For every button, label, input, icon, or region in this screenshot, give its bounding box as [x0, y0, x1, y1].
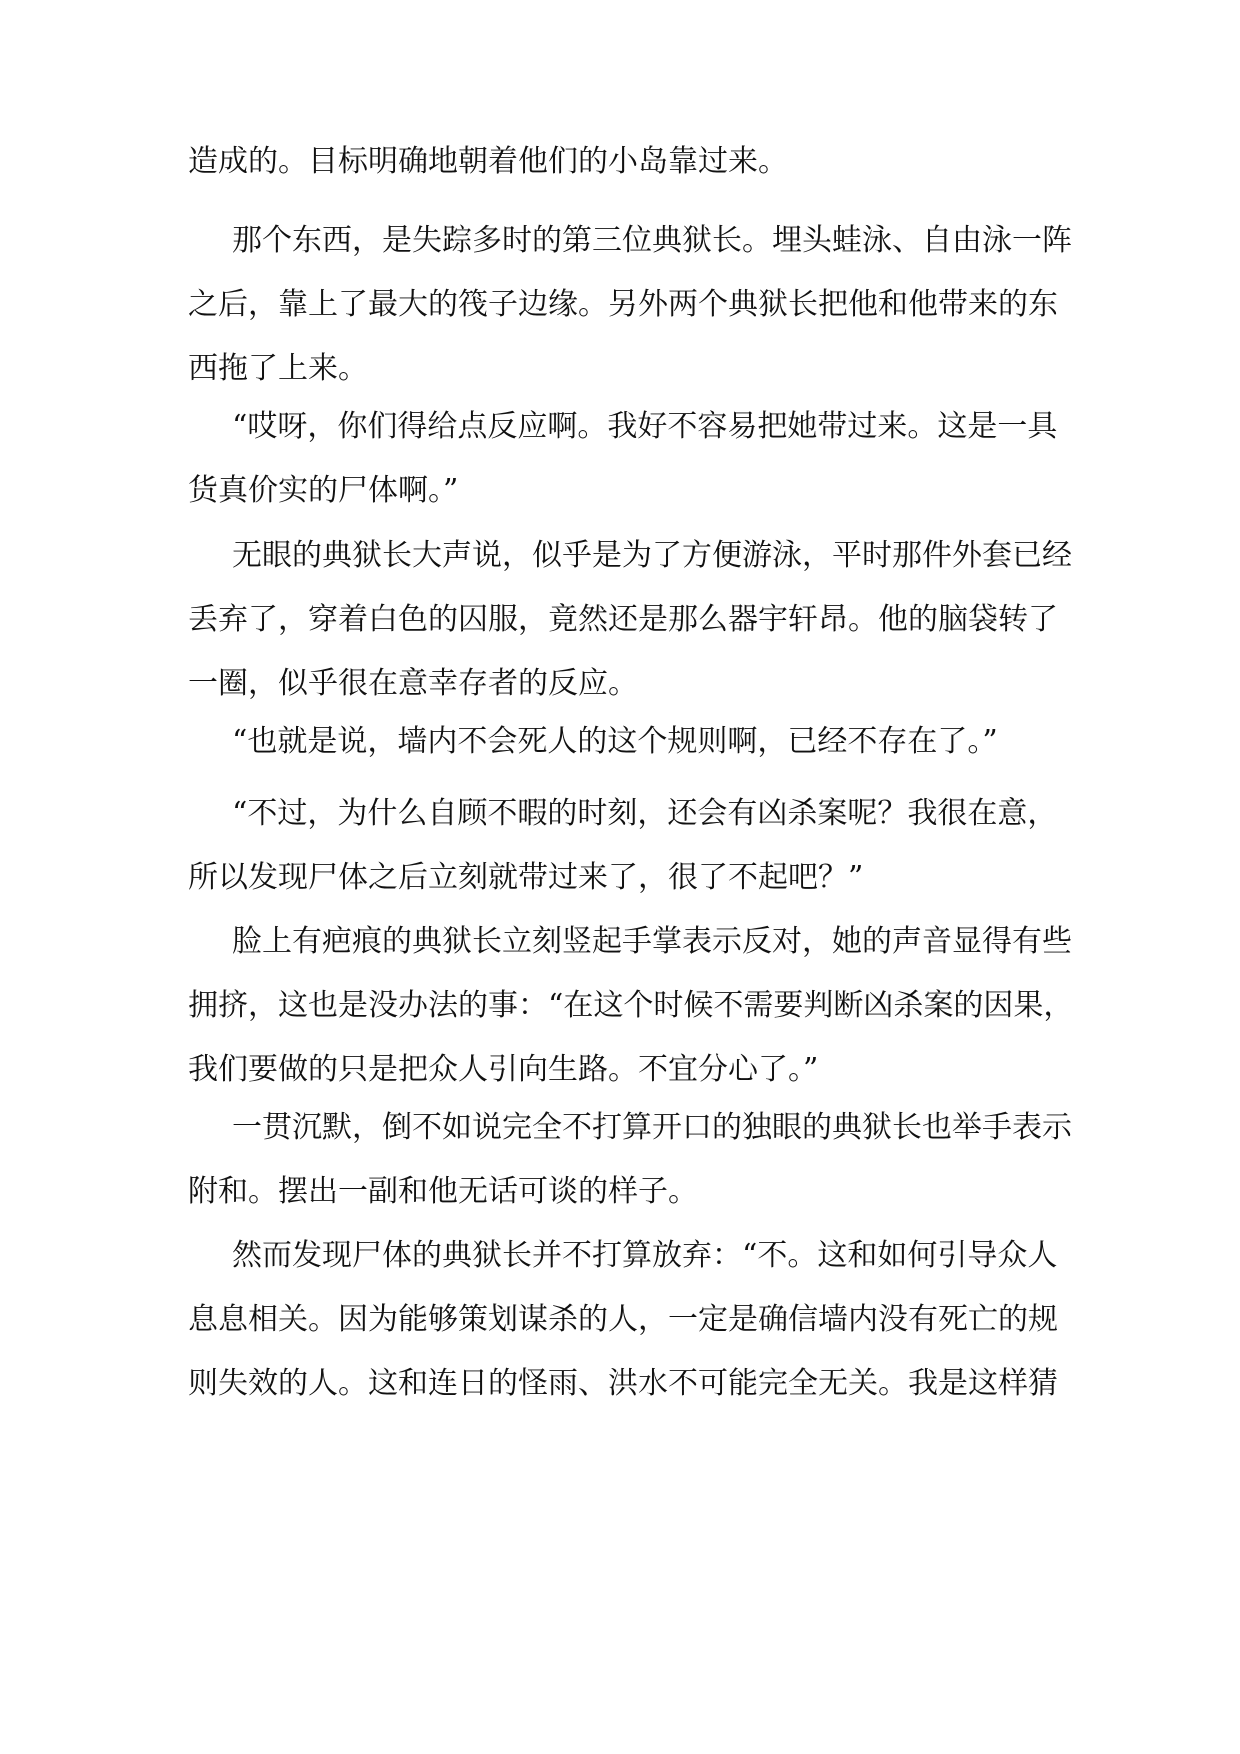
text-line: 那个东西，是失踪多时的第三位典狱长。埋头蛙泳、自由泳一阵	[232, 223, 1072, 258]
text-line: 然而发现尸体的典狱长并不打算放弃：“不。这和如何引导众人	[232, 1238, 1058, 1273]
paragraph	[188, 524, 1072, 716]
paragraph	[188, 130, 1058, 194]
paragraph	[188, 710, 1058, 774]
text-line: 造成的。目标明确地朝着他们的小岛靠过来。	[188, 144, 788, 179]
text-line: “不过，为什么自顾不暇的时刻，还会有凶杀案呢？我很在意，	[232, 796, 1058, 831]
paragraph	[188, 209, 1072, 401]
text-line: 则失效的人。这和连日的怪雨、洪水不可能完全无关。我是这样猜	[188, 1366, 1058, 1401]
text-line: 我们要做的只是把众人引向生路。不宜分心了。”	[188, 1052, 819, 1087]
text-line: “哎呀，你们得给点反应啊。我好不容易把她带过来。这是一具	[232, 409, 1058, 444]
text-line: 无眼的典狱长大声说，似乎是为了方便游泳，平时那件外套已经	[232, 538, 1072, 573]
text-line: 一贯沉默，倒不如说完全不打算开口的独眼的典狱长也举手表示	[232, 1110, 1072, 1145]
paragraph	[188, 782, 1058, 910]
paragraph	[188, 1224, 1058, 1416]
text-line: 拥挤，这也是没办法的事：“在这个时候不需要判断凶杀案的因果，	[188, 988, 1074, 1023]
paragraph	[188, 910, 1074, 1102]
paragraph	[188, 1096, 1072, 1224]
text-line: 丢弃了，穿着白色的囚服，竟然还是那么器宇轩昂。他的脑袋转了	[188, 602, 1058, 637]
text-line: 西拖了上来。	[188, 351, 368, 386]
text-line: 息息相关。因为能够策划谋杀的人，一定是确信墙内没有死亡的规	[188, 1302, 1058, 1337]
text-line: 一圈，似乎很在意幸存者的反应。	[188, 666, 638, 701]
text-line: 所以发现尸体之后立刻就带过来了，很了不起吧？”	[188, 860, 864, 895]
text-line: 附和。摆出一副和他无话可谈的样子。	[188, 1174, 698, 1209]
text-line: 之后，靠上了最大的筏子边缘。另外两个典狱长把他和他带来的东	[188, 287, 1058, 322]
text-line: 货真价实的尸体啊。”	[188, 473, 459, 508]
text-line: “也就是说，墙内不会死人的这个规则啊，已经不存在了。”	[232, 724, 998, 759]
text-line: 脸上有疤痕的典狱长立刻竖起手掌表示反对，她的声音显得有些	[232, 924, 1072, 959]
paragraph	[188, 395, 1058, 523]
